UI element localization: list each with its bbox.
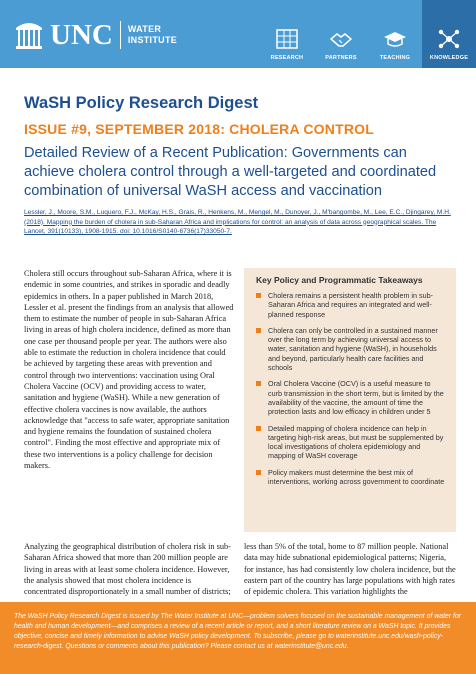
nav-knowledge[interactable] xyxy=(422,0,476,68)
takeaway-item xyxy=(256,291,446,319)
takeaway-text: Detailed mapping of cholera incidence can help in targeting high-risk areas, but must be supplemented by local investigations of cholera epidemiology and mapping of WaSH coverage xyxy=(268,423,444,461)
research-icon xyxy=(276,29,298,49)
bullet-square-icon xyxy=(256,293,261,298)
takeaways-box xyxy=(244,268,456,532)
bullet-square-icon xyxy=(256,381,261,386)
takeaways-title: Key Policy and Programmatic Takeaways xyxy=(256,275,423,285)
header-band xyxy=(0,0,476,68)
nav-teaching[interactable] xyxy=(368,0,422,68)
bullet-square-icon xyxy=(256,470,261,475)
nav-research[interactable] xyxy=(260,0,314,68)
logo-sub-line2: INSTITUTE xyxy=(127,35,178,45)
continuation-paragraph: less than 5% of the total, home to 87 million people. National data may hide subnational epidemiological patterns; Nigeria, for instance, has had consistently low cholera incidence, but the eastern part of the country has large populations with high rates of epidemic cholera. This variation highlights the xyxy=(244,542,456,597)
logo-unc-text: UNC xyxy=(50,18,113,51)
nav-knowledge-label: KNOWLEDGE xyxy=(429,55,469,61)
takeaway-text: Cholera can only be controlled in a sustained manner over the long term by achieving universal access to water, sanitation and hygiene (WaSH), in households and beyond, particularly health care facilities and schools xyxy=(268,325,438,373)
takeaway-item xyxy=(256,468,446,487)
takeaway-item xyxy=(256,424,446,461)
logo-subtitle xyxy=(128,24,177,46)
takeaway-text: Policy makers must determine the best mix of interventions, working across government to coordinate xyxy=(268,467,445,487)
bullet-square-icon xyxy=(256,426,261,431)
knowledge-icon xyxy=(438,29,460,49)
nav-teaching-label: TEACHING xyxy=(379,55,411,61)
bullet-square-icon xyxy=(256,328,261,333)
citation-link[interactable]: Lessler, J., Moore, S.M., Luquero, F.J., McKay, H.S., Grais, R., Henkens, M., Mengel, M., Dunoyer, J., M'bangombe, M., Lee, E.C., Djingarey, M.H. (2018). Mapping the burden of cholera in sub-Saharan Africa and implications for control: an analysis of data across geographical scales. The Lancet, 391(10133), 1908-1915. doi: 10.1016/S0140-6736(17)33050-7. xyxy=(24,209,451,235)
partners-icon xyxy=(329,29,353,49)
top-nav xyxy=(260,0,476,68)
nav-partners-label: PARTNERS xyxy=(325,55,357,61)
analysis-paragraph: Analyzing the geographical distribution of cholera risk in sub-Saharan Africa showed that more than 200 million people are living in areas with at least some cholera incidence. However, the analysis showed that most cholera incidence is concentrated disproportionately in a small number of districts; xyxy=(24,542,231,597)
takeaway-text: Cholera remains a persistent health problem in sub-Saharan Africa and requires an integrated and well-planned response xyxy=(268,291,433,319)
takeaway-text: Oral Cholera Vaccine (OCV) is a useful measure to curb transmission in the short term, but is limited by the availability of the vaccine, the amount of time the protection lasts and low efficacy in children under 5 xyxy=(268,379,444,417)
issue-line: ISSUE #9, SEPTEMBER 2018: CHOLERA CONTROL xyxy=(24,121,374,137)
logo-sub-line1: WATER xyxy=(127,24,162,34)
headline: Detailed Review of a Recent Publication: Governments can achieve cholera control through a well-targeted and coordinated combination of universal WaSH access and vaccination xyxy=(24,145,437,199)
digest-title: WaSH Policy Research Digest xyxy=(24,94,259,112)
old-well-icon xyxy=(14,18,44,52)
logo-divider xyxy=(120,21,121,49)
footer-band xyxy=(0,602,476,674)
takeaway-item xyxy=(256,326,446,372)
title-block xyxy=(24,94,456,237)
teaching-icon xyxy=(383,29,407,49)
footer-text: The WaSH Policy Research Digest is issued by The Water Institute at UNC—problem solvers focused on the sustainable management of water for health and human development—and comprises a review of a recent article or report, and a short literature review on a WaSH topic. It provides objective, concise and timely information to advise WaSH policy development. To subscribe, please go to waterinstitute.unc.edu/wash-policy-research-digest. Questions or comments about this publication? Please contact us at waterinstitute@unc.edu. xyxy=(14,613,462,650)
nav-research-label: RESEARCH xyxy=(270,55,304,61)
intro-paragraph: Cholera still occurs throughout sub-Saharan Africa, where it is endemic in some countries, and strikes in sporadic and deadly epidemics in others. In a paper published in March 2018, Lessler et al. present the findings from an analysis that allowed them to estimate the number of people in sub-Saharan Africa living in areas of high cholera incidence, defined as more than one case per thousand people per year. The authors were also able to estimate the reduction in cholera incidence that could be achieved by targeting these areas with prevention and control through two interventions: vaccination using Oral Cholera Vaccine (OCV) and providing access to water, sanitation and hygiene (WaSH). While a new generation of effective cholera vaccines is now available, the authors acknowledge that "access to safe water, appropriate sanitation and hygiene remains the foundation of sustained cholera control". Finding the most effective and appropriate mix of these two interventions is a policy challenge for decision makers. xyxy=(24,269,234,471)
takeaway-item xyxy=(256,379,446,416)
unc-water-institute-logo[interactable] xyxy=(14,18,177,52)
nav-partners[interactable] xyxy=(314,0,368,68)
